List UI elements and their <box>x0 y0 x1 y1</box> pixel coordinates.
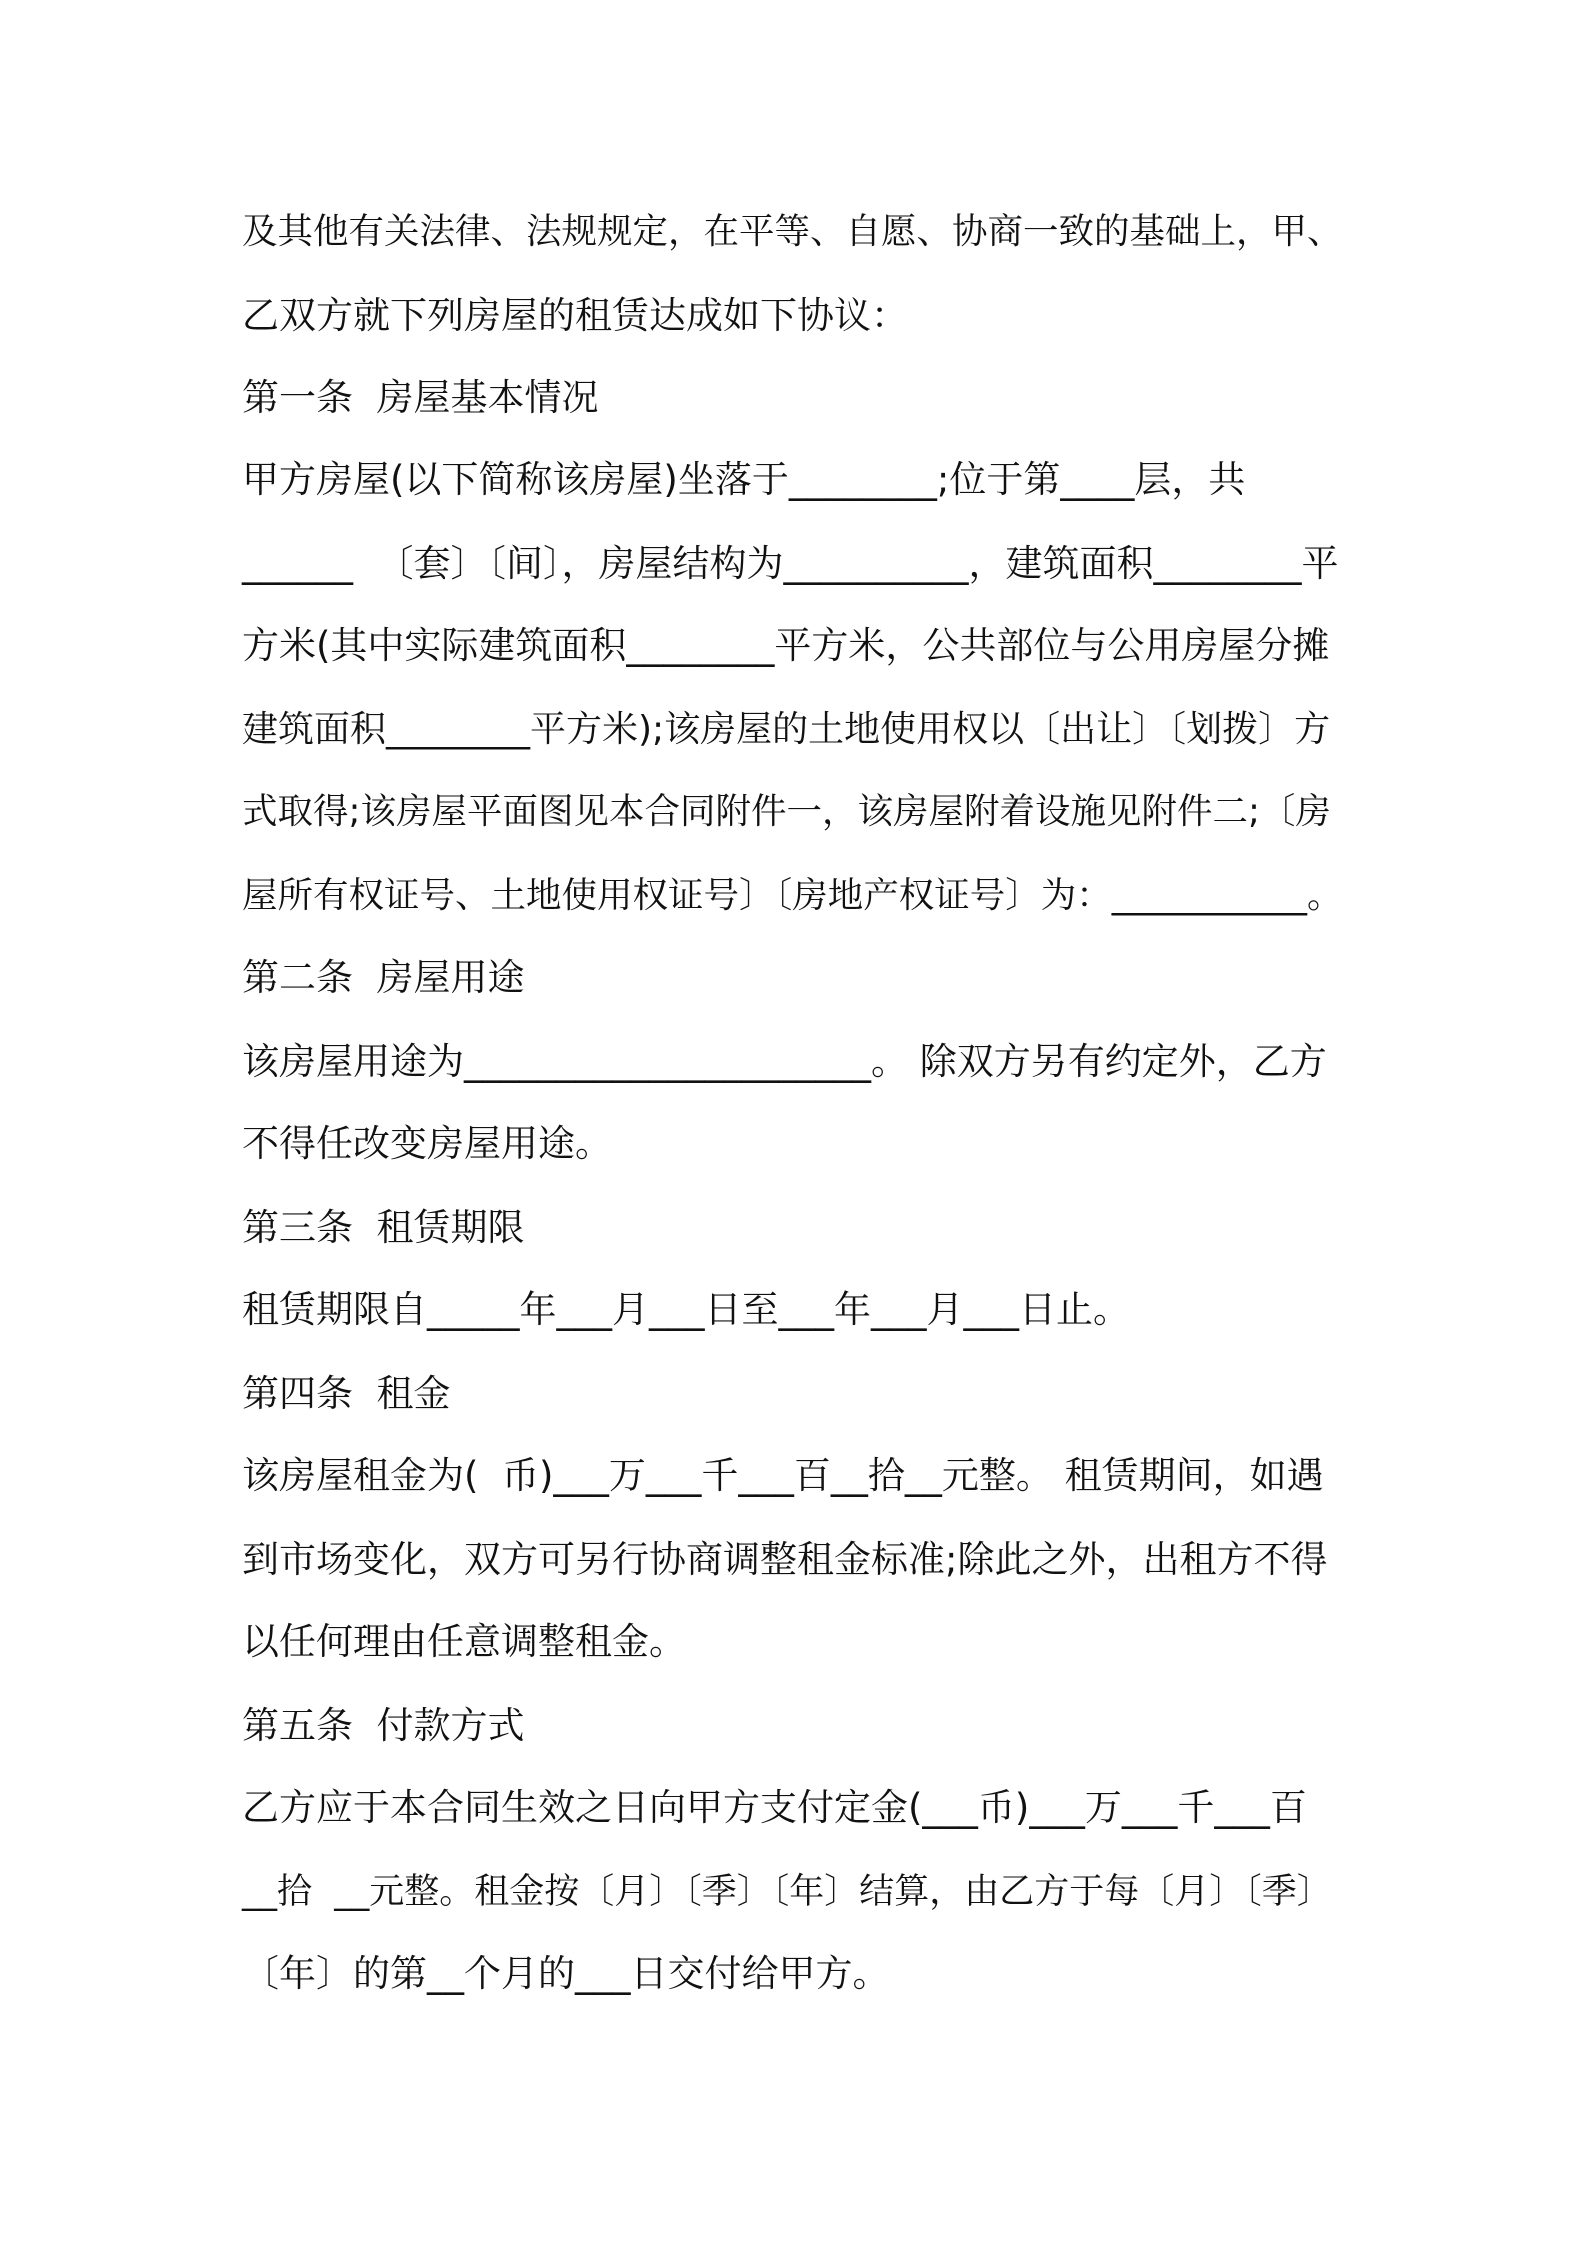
paragraph-line: 到市场变化，双方可另行协商调整租金标准;除此之外，出租方不得 <box>242 1538 1328 1581</box>
paragraph-line: 以任何理由任意调整租金。 <box>242 1620 686 1663</box>
paragraph-line: ______ 〔套〕〔间〕，房屋结构为__________，建筑面积________平 <box>242 542 1339 585</box>
paragraph-line: 甲方房屋(以下简称该房屋)坐落于________;位于第____层，共 <box>242 458 1246 501</box>
paragraph-line: 租赁期限自_____年___月___日至___年___月___日止。 <box>242 1288 1130 1331</box>
section-heading: 第二条 房屋用途 <box>242 956 525 999</box>
paragraph-line: 该房屋用途为______________________。 除双方另有约定外，乙方 <box>242 1040 1327 1083</box>
paragraph-line: 屋所有权证号、土地使用权证号〕〔房地产权证号〕为：___________。 <box>242 875 1343 916</box>
paragraph-line: 不得任改变房屋用途。 <box>242 1122 612 1165</box>
paragraph-line: 方米(其中实际建筑面积________平方米，公共部位与公用房屋分摊 <box>242 624 1330 667</box>
section-heading: 第四条 租金 <box>242 1372 451 1415</box>
paragraph-line: 及其他有关法律、法规规定，在平等、自愿、协商一致的基础上，甲、 <box>242 211 1343 252</box>
section-heading: 第五条 付款方式 <box>242 1704 525 1747</box>
paragraph-line: 乙双方就下列房屋的租赁达成如下协议： <box>242 294 908 337</box>
paragraph-line: 式取得;该房屋平面图见本合同附件一，该房屋附着设施见附件二;〔房 <box>242 791 1331 832</box>
paragraph-line: __拾 __元整。租金按〔月〕〔季〕〔年〕结算，由乙方于每〔月〕〔季〕 <box>242 1872 1332 1912</box>
paragraph-line: 该房屋租金为( 币)___万___千___百__拾__元整。 租赁期间，如遇 <box>242 1454 1324 1497</box>
section-heading: 第一条 房屋基本情况 <box>242 376 599 419</box>
paragraph-line: 〔年〕的第__个月的___日交付给甲方。 <box>242 1952 890 1995</box>
paragraph-line: 乙方应于本合同生效之日向甲方支付定金(___币)___万___千___百 <box>242 1786 1307 1829</box>
section-heading: 第三条 租赁期限 <box>242 1206 525 1249</box>
paragraph-line: 建筑面积________平方米);该房屋的土地使用权以〔出让〕〔划拨〕方 <box>242 709 1331 750</box>
